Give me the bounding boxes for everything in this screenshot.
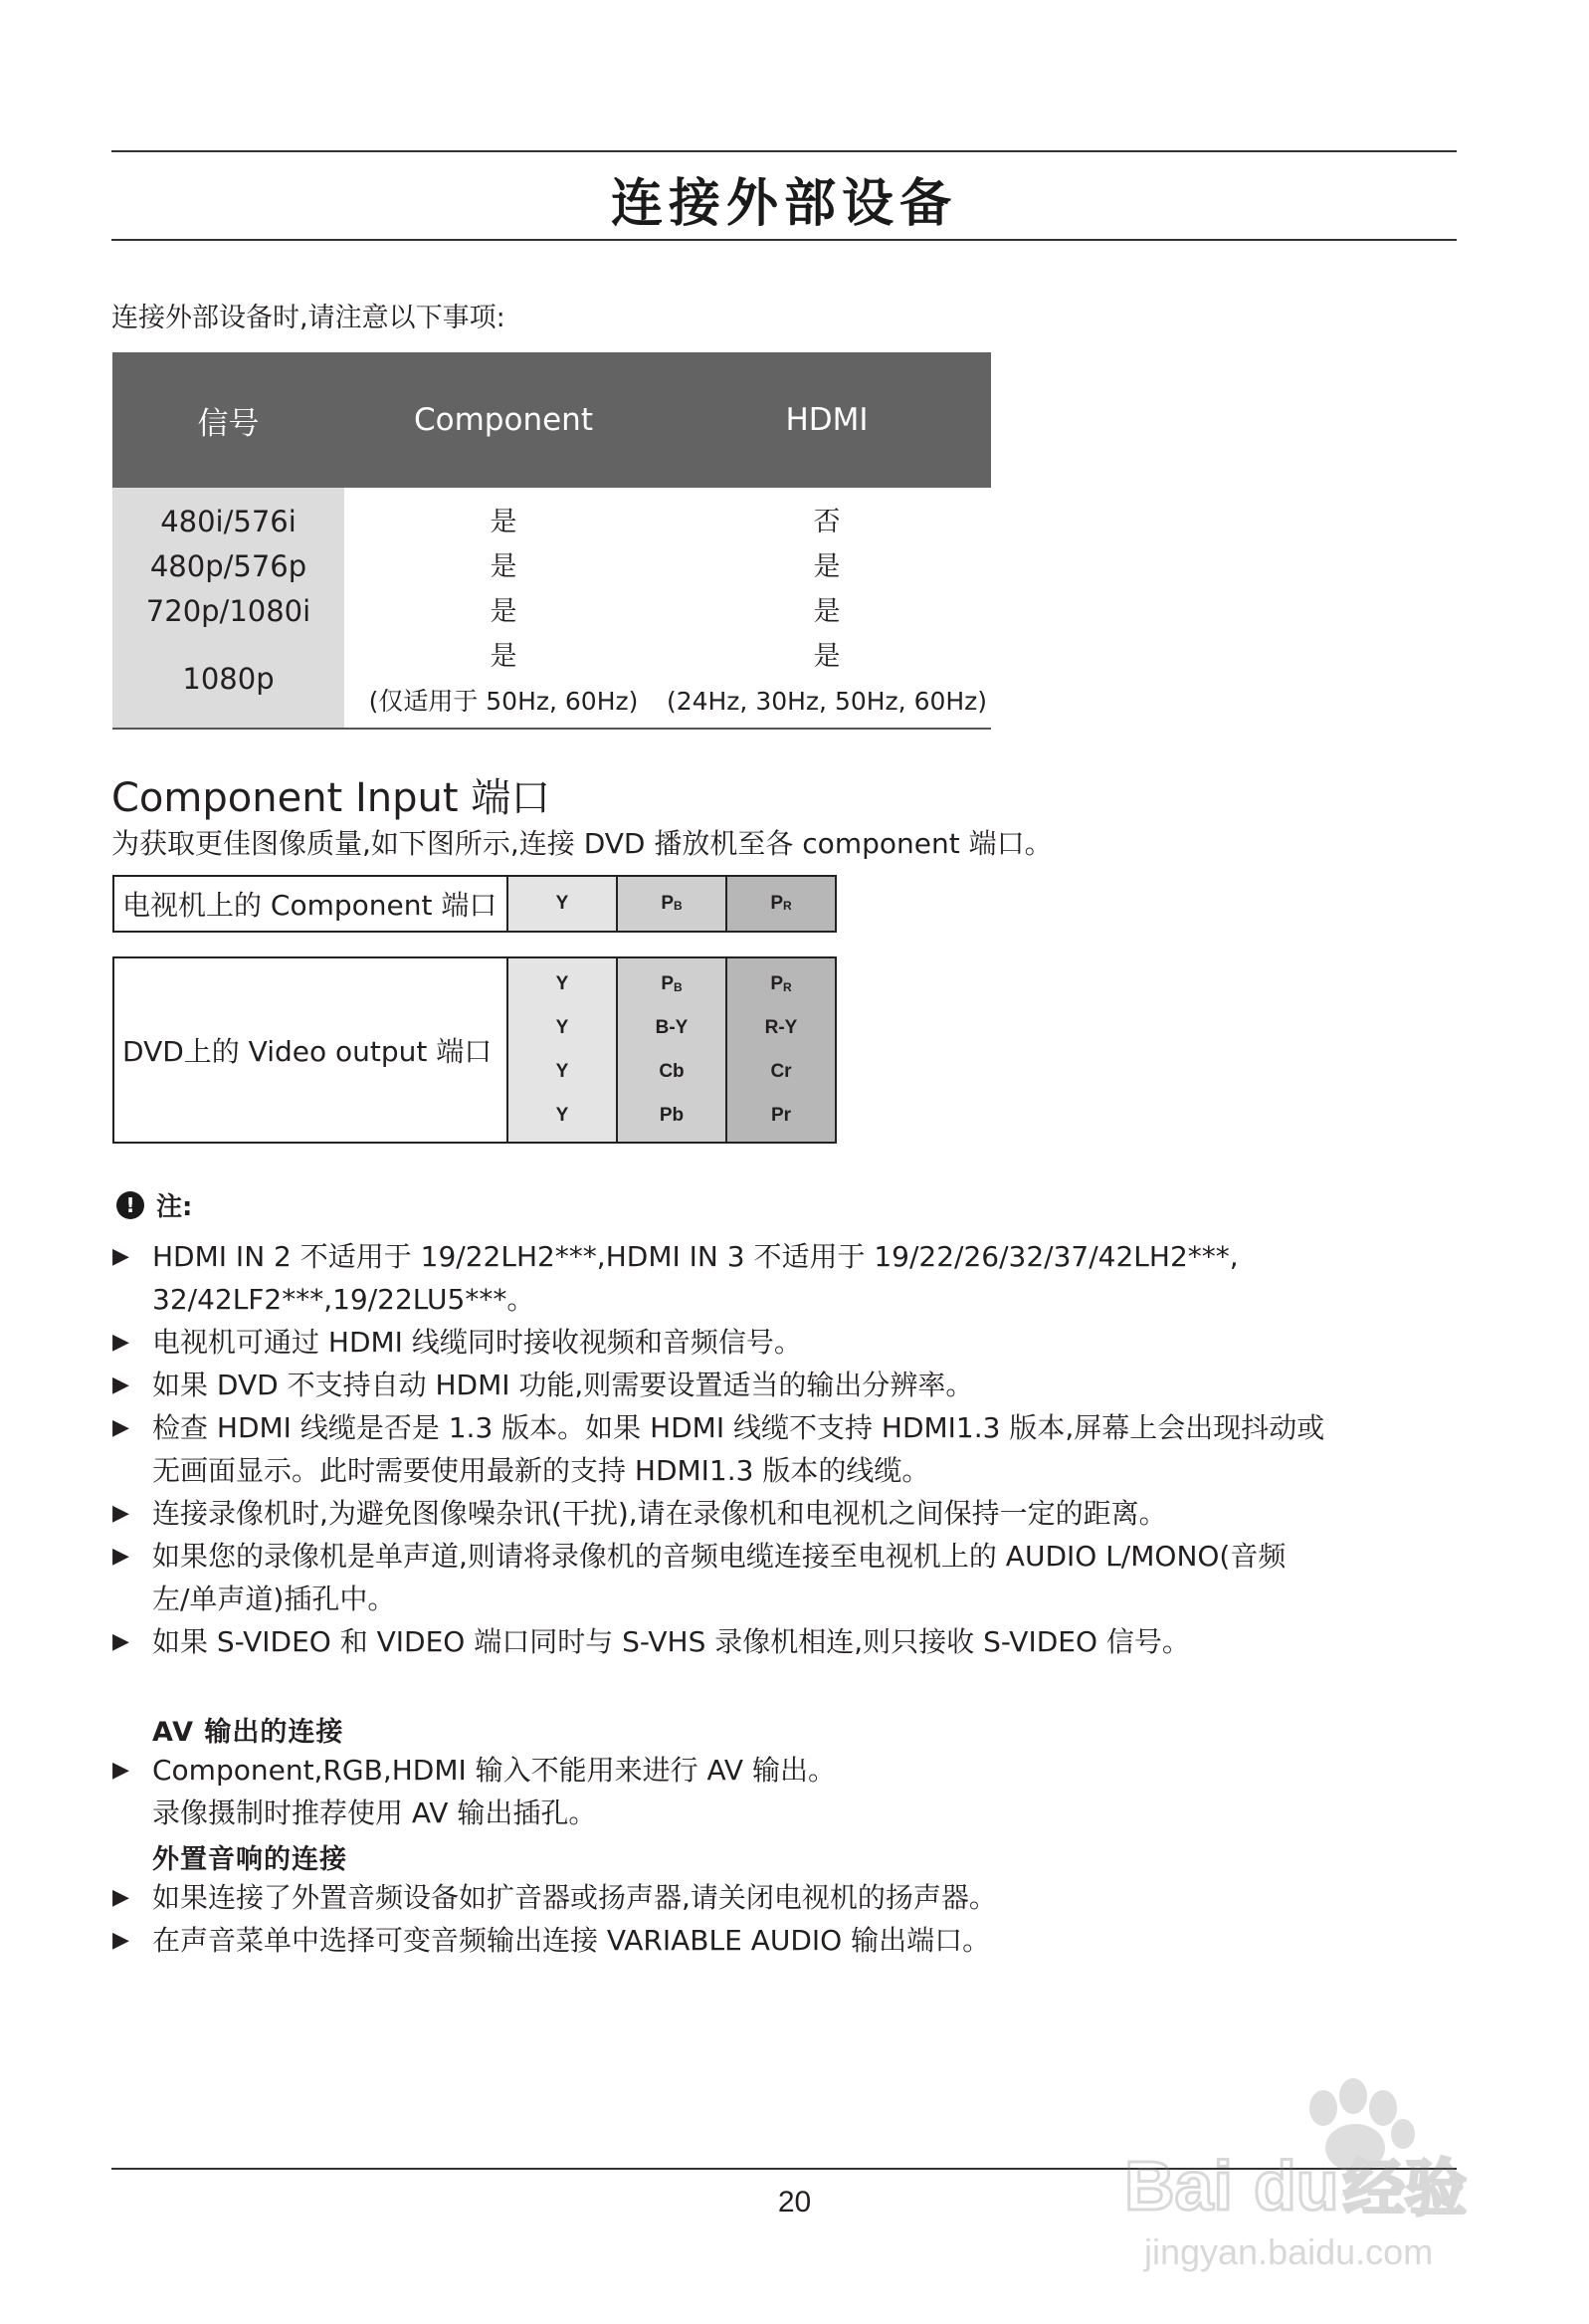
- signal-cell: 480p/576p: [149, 549, 307, 583]
- dvd-cell: Pr: [770, 1105, 792, 1126]
- tv-port-label: 电视机上的 Component 端口: [114, 877, 508, 931]
- bullet-triangle-icon: ▶: [112, 1758, 129, 1783]
- note-item: ▶ 如果您的录像机是单声道,则请将录像机的音频电缆连接至电视机上的 AUDIO L/MONO(音频 左/单声道)插孔中。: [112, 1535, 1466, 1620]
- av-output-heading: AV 输出的连接: [152, 1717, 344, 1748]
- dvd-col-y: [508, 958, 618, 1142]
- component-cell: 是: [490, 641, 517, 672]
- exclamation-icon: !: [116, 1191, 144, 1219]
- bullet-triangle-icon: ▶: [112, 1244, 129, 1269]
- component-column: [344, 488, 663, 728]
- note-item: ▶ HDMI IN 2 不适用于 19/22LH2***,HDMI IN 3 不适用于 19/22/26/32/37/42LH2***, 32/42LF2***,19/22LU5***。: [112, 1235, 1466, 1321]
- watermark-brand: Bai: [1124, 2147, 1233, 2224]
- hdmi-cell: 否: [813, 507, 841, 537]
- hdmi-cell: 是: [813, 641, 841, 672]
- dvd-cell: R-Y: [764, 1017, 798, 1038]
- header-signal: 信号: [197, 405, 260, 442]
- component-note: (仅适用于 50Hz, 60Hz): [368, 687, 639, 716]
- tv-port-table: [112, 875, 837, 933]
- signal-cell: 720p/1080i: [145, 594, 311, 628]
- baidu-watermark-logo: [1114, 2070, 1492, 2279]
- bullet-triangle-icon: ▶: [112, 1629, 129, 1654]
- component-cell: 是: [490, 507, 517, 537]
- external-audio-item: ▶ 在声音菜单中选择可变音频输出连接 VARIABLE AUDIO 输出端口。: [112, 1919, 1466, 1962]
- header-component: Component: [414, 402, 593, 438]
- component-input-heading: Component Input 端口: [111, 775, 551, 821]
- watermark-url: jingyan.baidu.com: [1144, 2231, 1434, 2272]
- component-input-description: 为获取更佳图像质量,如下图所示,连接 DVD 播放机至各 component 端口。: [111, 827, 1053, 860]
- hdmi-note: (24Hz, 30Hz, 50Hz, 60Hz): [666, 687, 988, 716]
- dvd-cell: Y: [555, 1017, 569, 1038]
- hdmi-cell: 是: [813, 596, 841, 627]
- watermark-brand2: du: [1254, 2147, 1339, 2224]
- bullet-triangle-icon: ▶: [112, 1544, 129, 1569]
- dvd-cell: Cb: [659, 1061, 685, 1082]
- intro-text: 连接外部设备时,请注意以下事项:: [111, 303, 505, 333]
- component-cell: 是: [490, 596, 517, 627]
- external-audio-heading: 外置音响的连接: [152, 1844, 347, 1875]
- header-hdmi: HDMI: [785, 402, 869, 438]
- signal-table-header: [112, 352, 991, 488]
- dvd-port-label: DVD上的 Video output 端口: [114, 958, 508, 1142]
- dvd-cell: $P_B$: [661, 973, 683, 994]
- note-item: ▶ 如果 DVD 不支持自动 HDMI 功能,则需要设置适当的输出分辨率。: [112, 1364, 1466, 1406]
- bullet-triangle-icon: ▶: [112, 1501, 129, 1526]
- dvd-cell: Pb: [659, 1105, 685, 1126]
- dvd-cell: Y: [555, 973, 569, 994]
- signal-column: [112, 488, 344, 728]
- top-rule: [111, 150, 1457, 152]
- dvd-col-pb: [618, 958, 727, 1142]
- title-underline: [111, 239, 1457, 241]
- note-heading: ! 注:: [116, 1186, 192, 1223]
- page-number: 20: [777, 2186, 812, 2218]
- signal-table: [112, 352, 991, 730]
- dvd-col-pr: [727, 958, 835, 1142]
- bullet-triangle-icon: ▶: [112, 1373, 129, 1397]
- note-item: ▶ 检查 HDMI 线缆是否是 1.3 版本。如果 HDMI 线缆不支持 HDMI1.3 版本,屏幕上会出现抖动或 无画面显示。此时需要使用最新的支持 HDMI1.3 版本的线缆。: [112, 1406, 1466, 1492]
- tv-port-y: Y: [508, 877, 618, 931]
- page-title: 连接外部设备: [610, 174, 957, 234]
- bullet-triangle-icon: ▶: [112, 1330, 129, 1355]
- note-item: ▶ 如果 S-VIDEO 和 VIDEO 端口同时与 S-VHS 录像机相连,则只接收 S-VIDEO 信号。: [112, 1620, 1466, 1663]
- dvd-cell: $P_R$: [770, 973, 792, 994]
- note-item: ▶ 连接录像机时,为避免图像噪杂讯(干扰),请在录像机和电视机之间保持一定的距离。: [112, 1492, 1466, 1535]
- hdmi-column: [663, 488, 991, 728]
- signal-cell: 1080p: [182, 662, 275, 696]
- tv-port-pr: P $_R$: [727, 877, 835, 931]
- component-cell: 是: [490, 551, 517, 582]
- bullet-triangle-icon: ▶: [112, 1885, 129, 1910]
- bullet-triangle-icon: ▶: [112, 1415, 129, 1440]
- av-output-item: ▶ Component,RGB,HDMI 输入不能用来进行 AV 输出。 录像摄制时推荐使用 AV 输出插孔。: [112, 1749, 1466, 1834]
- signal-table-body: [112, 488, 991, 730]
- note-item: ▶ 电视机可通过 HDMI 线缆同时接收视频和音频信号。: [112, 1321, 1466, 1364]
- dvd-cell: B-Y: [655, 1017, 689, 1038]
- watermark-brand3: 经验: [1343, 2152, 1468, 2224]
- dvd-cell: Y: [555, 1061, 569, 1082]
- external-audio-item: ▶ 如果连接了外置音频设备如扩音器或扬声器,请关闭电视机的扬声器。: [112, 1876, 1466, 1919]
- hdmi-cell: 是: [813, 551, 841, 582]
- bullet-triangle-icon: ▶: [112, 1928, 129, 1953]
- dvd-cell: Cr: [770, 1061, 792, 1082]
- tv-port-pb: P $_B$: [618, 877, 727, 931]
- signal-cell: 480i/576i: [160, 505, 297, 538]
- dvd-port-table: [112, 956, 837, 1144]
- dvd-cell: Y: [555, 1105, 569, 1126]
